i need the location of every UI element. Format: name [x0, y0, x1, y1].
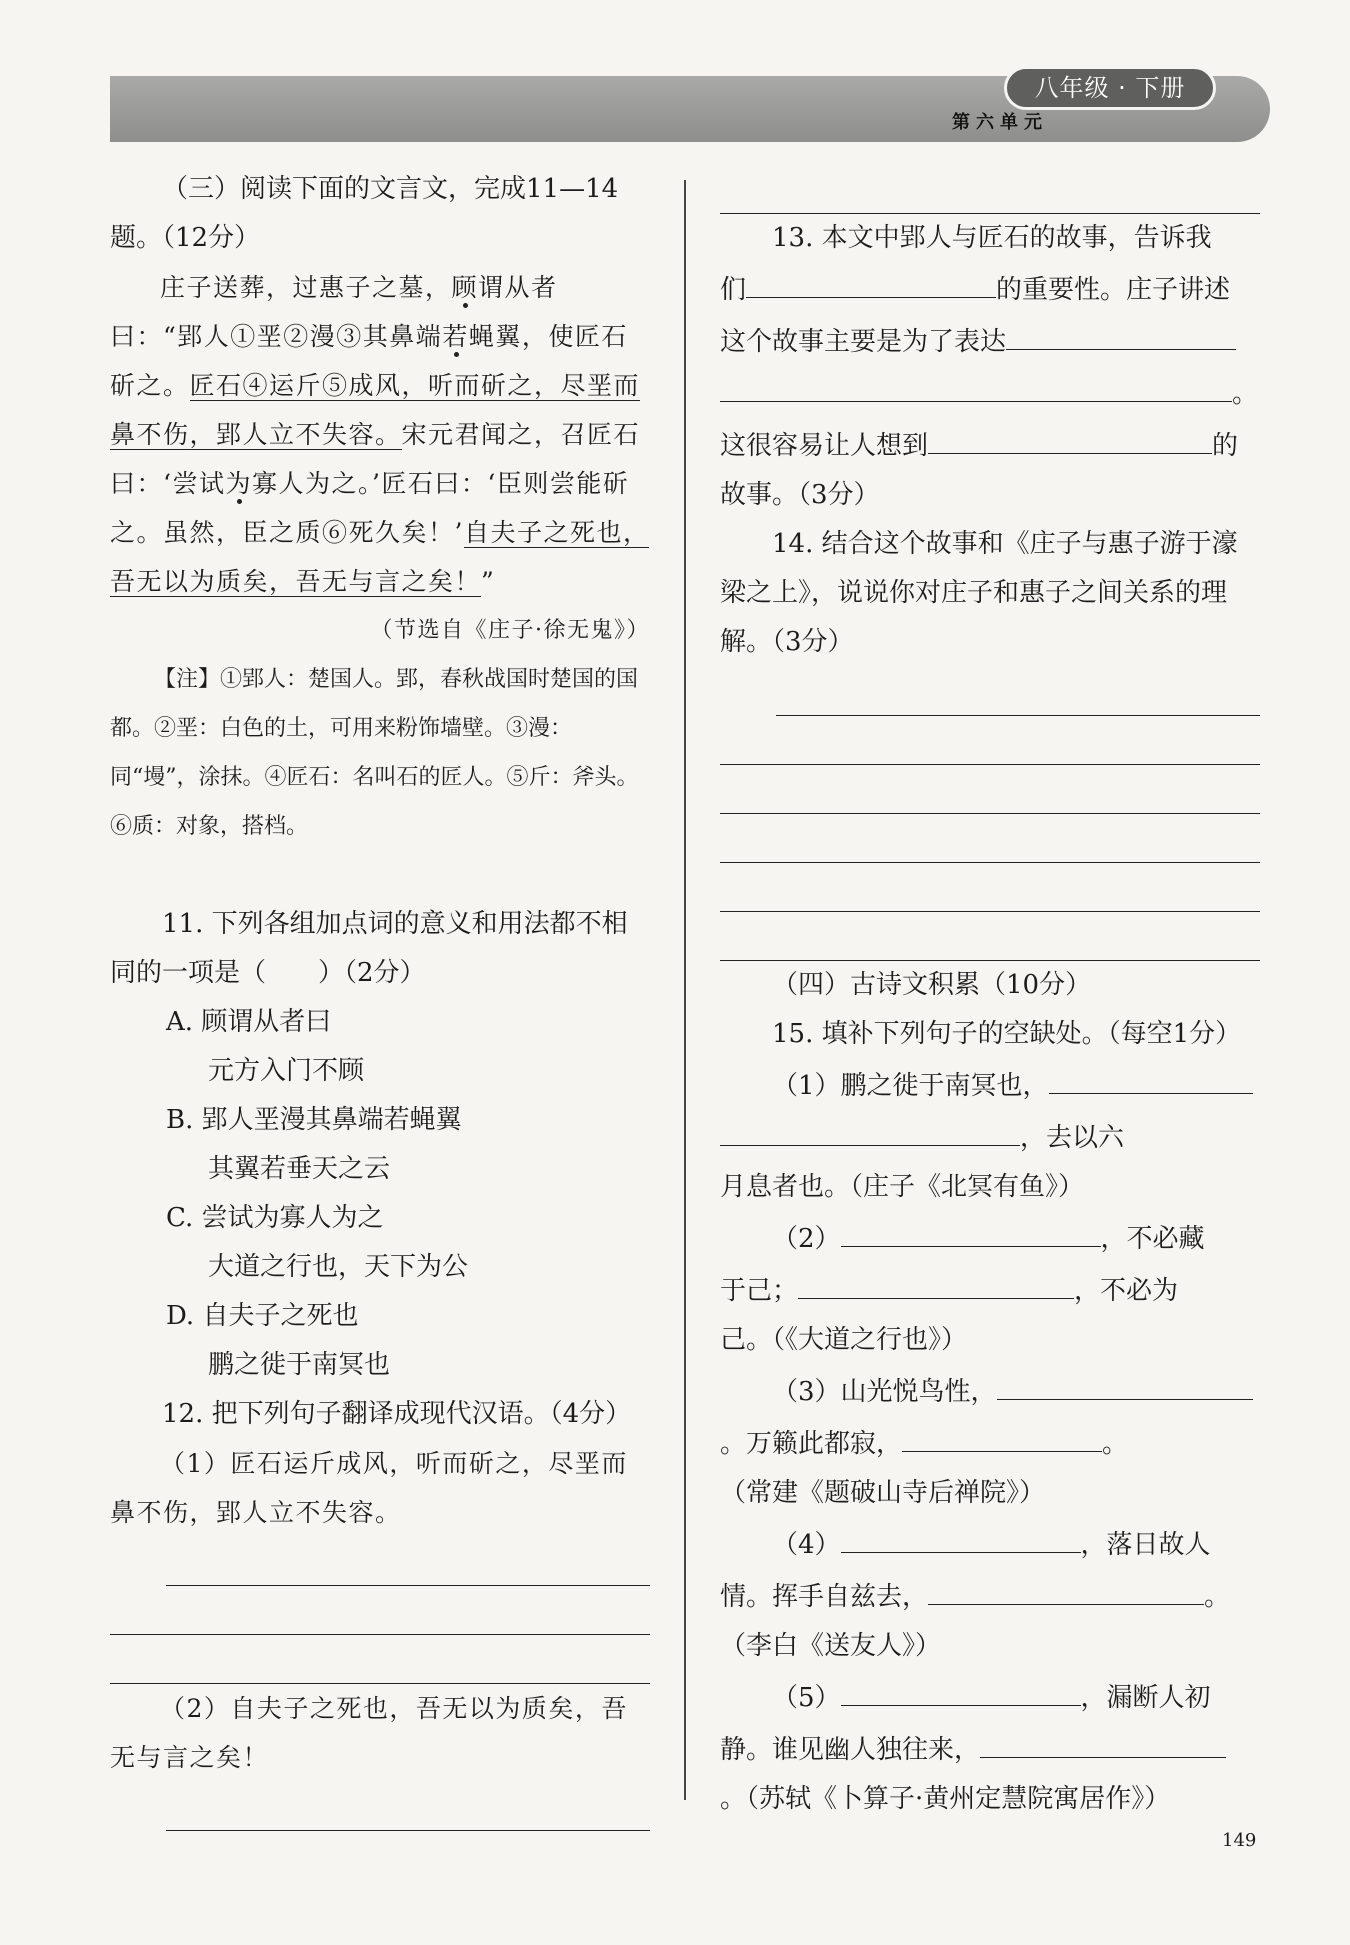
answer-line[interactable]: [720, 716, 1260, 765]
unit-label: 第六单元: [952, 112, 1048, 133]
question-13-line-3: [720, 315, 1260, 367]
annotation-note: 【注】①郢人：楚国人。郢，春秋战国时楚国的国都。②垩：白色的土，可用来粉饰墙壁。③漫：同“墁”，涂抹。④匠石：名叫石的匠人。⑤斤：斧头。⑥质：对象，搭档。: [110, 667, 639, 839]
grade-badge: 八年级 · 下册: [1004, 66, 1216, 110]
fill-blank[interactable]: [1049, 1059, 1253, 1094]
option-b-line-2: 其翼若垂天之云: [208, 1154, 391, 1184]
fill-blank[interactable]: [841, 1518, 1081, 1553]
question-13-line-2: [720, 263, 1260, 315]
answer-line[interactable]: [720, 814, 1260, 863]
question-text: （1）鹏之徙于南冥也，: [772, 1071, 1049, 1101]
q15-item-4: [720, 1518, 1260, 1570]
passage-text: 谓从者曰：: [110, 273, 558, 351]
underlined-sentence: 自夫子之死也，吾无以为质矣，吾无与言之矣！: [110, 518, 650, 596]
q15-item-2-source: 己。（《大道之行也》）: [720, 1325, 968, 1355]
question-13-line-6: 故事。（3分）: [720, 480, 880, 510]
section-title: （三）阅读下面的文言文，完成11—14题。（12分）: [110, 174, 619, 253]
q15-item-1-cont: [720, 1111, 1260, 1163]
answer-line[interactable]: [166, 1782, 650, 1831]
q15-item-3: [720, 1365, 1260, 1417]
question-12-sentence-2: （2）自夫子之死也，吾无以为质矣，吾无与言之矣！: [110, 1694, 628, 1772]
q15-item-2-cont: [720, 1264, 1260, 1316]
question-text: （4）: [772, 1530, 841, 1560]
question-12-sentence-1: （1）匠石运斤成风，听而斫之，尽垩而鼻不伤，郢人立不失容。: [110, 1449, 628, 1527]
right-column: [720, 165, 1260, 1824]
fill-blank[interactable]: [841, 1212, 1101, 1247]
answer-line[interactable]: [720, 912, 1260, 961]
question-text: 。万籁此都寂，: [720, 1429, 903, 1459]
section-4-title: （四）古诗文积累（10分）: [772, 970, 1092, 1000]
question-text: 的重要性。庄子讲述: [996, 275, 1231, 305]
question-14-stem: 14. 结合这个故事和《庄子与惠子游于濠梁之上》，说说你对庄子和惠子之间关系的理解。（3分）: [720, 529, 1238, 657]
q15-item-1-source: 月息者也。（庄子《北冥有鱼》）: [720, 1172, 1085, 1202]
question-text: 。: [1232, 379, 1259, 409]
question-text: ，落日故人: [1080, 1530, 1211, 1560]
q15-item-5-source: 。（苏轼《卜算子·黄州定慧院寓居作》）: [720, 1784, 1171, 1814]
answer-line[interactable]: [110, 1635, 650, 1684]
fill-blank[interactable]: [720, 367, 1232, 402]
answer-line[interactable]: [720, 165, 1260, 214]
fill-blank[interactable]: [798, 1264, 1074, 1299]
question-text: （3）山光悦鸟性，: [772, 1377, 997, 1407]
question-11-stem: 11. 下列各组加点词的意义和用法都不相同的一项是（ ）（2分）: [110, 909, 628, 988]
answer-line[interactable]: [720, 863, 1260, 912]
passage-text: 寡人为之。’匠石曰：‘臣则尝能斫之。虽然，臣之质⑥死久矣！’: [110, 469, 630, 547]
fill-blank[interactable]: [928, 419, 1212, 454]
question-text: ，不必为: [1074, 1276, 1179, 1306]
fill-blank[interactable]: [746, 263, 996, 298]
passage-text: 蝇翼，使匠石斫之。: [110, 322, 628, 400]
option-a-line-2: 元方入门不顾: [208, 1056, 365, 1086]
q15-item-3-cont: [720, 1417, 1260, 1469]
dotted-word: 顾: [451, 273, 479, 302]
question-text: 这个故事主要是为了表达: [720, 327, 1007, 357]
fill-blank[interactable]: [720, 1111, 1020, 1146]
option-c-line-1: C. 尝试为寡人为之: [166, 1203, 384, 1233]
question-text: 。: [1102, 1429, 1129, 1459]
passage-text: 庄子送葬，过惠子之墓，: [160, 273, 452, 302]
fill-blank[interactable]: [841, 1671, 1081, 1706]
question-text: 们: [720, 275, 747, 305]
question-text: 情。挥手自兹去，: [720, 1582, 929, 1612]
fill-blank[interactable]: [928, 1570, 1204, 1605]
underlined-sentence: 匠石④运斤⑤成风，听而斫之，尽垩而鼻不伤，郢人立不失容。: [110, 371, 641, 449]
classical-passage: [110, 263, 650, 655]
answer-line[interactable]: [776, 667, 1260, 716]
q15-item-4-source: （李白《送友人》）: [720, 1631, 942, 1661]
question-13-line-4: [720, 367, 1260, 419]
option-d-line-2: 鹏之徙于南冥也: [208, 1350, 391, 1380]
dotted-word: 若: [442, 322, 469, 351]
question-text: 这很容易让人想到: [720, 431, 929, 461]
question-text: ，漏断人初: [1080, 1683, 1211, 1713]
fill-blank[interactable]: [980, 1723, 1226, 1758]
passage-source: （节选自《庄子·徐无鬼》）: [370, 618, 650, 643]
q15-item-4-cont: [720, 1570, 1260, 1622]
q15-item-1: [720, 1059, 1260, 1111]
option-d-line-1: D. 自夫子之死也: [166, 1301, 359, 1331]
passage-text: 宋元君闻之，召匠石曰：‘尝试: [110, 420, 641, 498]
answer-line[interactable]: [110, 1586, 650, 1635]
answer-line[interactable]: [720, 765, 1260, 814]
question-13-line-5: [720, 419, 1260, 471]
answer-line[interactable]: [166, 1537, 650, 1586]
question-text: （5）: [772, 1683, 841, 1713]
option-b-line-1: B. 郢人垩漫其鼻端若蝇翼: [166, 1105, 462, 1135]
question-15-stem: 15. 填补下列句子的空缺处。（每空1分）: [772, 1019, 1242, 1049]
q15-item-5: [720, 1671, 1260, 1723]
q15-item-5-cont: [720, 1723, 1260, 1775]
option-a-line-1: A. 顾谓从者曰: [166, 1007, 332, 1037]
question-text: 。: [1204, 1582, 1231, 1612]
question-12-stem: 12. 把下列句子翻译成现代汉语。（4分）: [162, 1399, 632, 1429]
fill-blank[interactable]: [902, 1417, 1102, 1452]
dotted-word: 为: [225, 469, 252, 498]
q15-item-3-source: （常建《题破山寺后禅院》）: [720, 1478, 1046, 1508]
passage-text: ”: [481, 567, 496, 596]
spacer: [110, 851, 650, 900]
passage-text: “郢人①垩②漫③其鼻端: [163, 322, 443, 351]
option-c-line-2: 大道之行也，天下为公: [208, 1252, 469, 1282]
fill-blank[interactable]: [1006, 315, 1236, 350]
question-text: （2）: [772, 1224, 841, 1254]
question-text: ，不必藏: [1100, 1224, 1205, 1254]
question-text: ，去以六: [1020, 1123, 1125, 1153]
question-text: 静。谁见幽人独往来，: [720, 1735, 981, 1765]
page-number: 149: [1222, 1830, 1257, 1851]
column-divider: [684, 180, 686, 1800]
left-column: [110, 165, 650, 1831]
question-text: 于己；: [720, 1276, 799, 1306]
question-13-line-1: 13. 本文中郢人与匠石的故事，告诉我: [772, 223, 1212, 253]
q15-item-2: [720, 1212, 1260, 1264]
question-text: 的: [1212, 431, 1239, 461]
fill-blank[interactable]: [997, 1365, 1253, 1400]
